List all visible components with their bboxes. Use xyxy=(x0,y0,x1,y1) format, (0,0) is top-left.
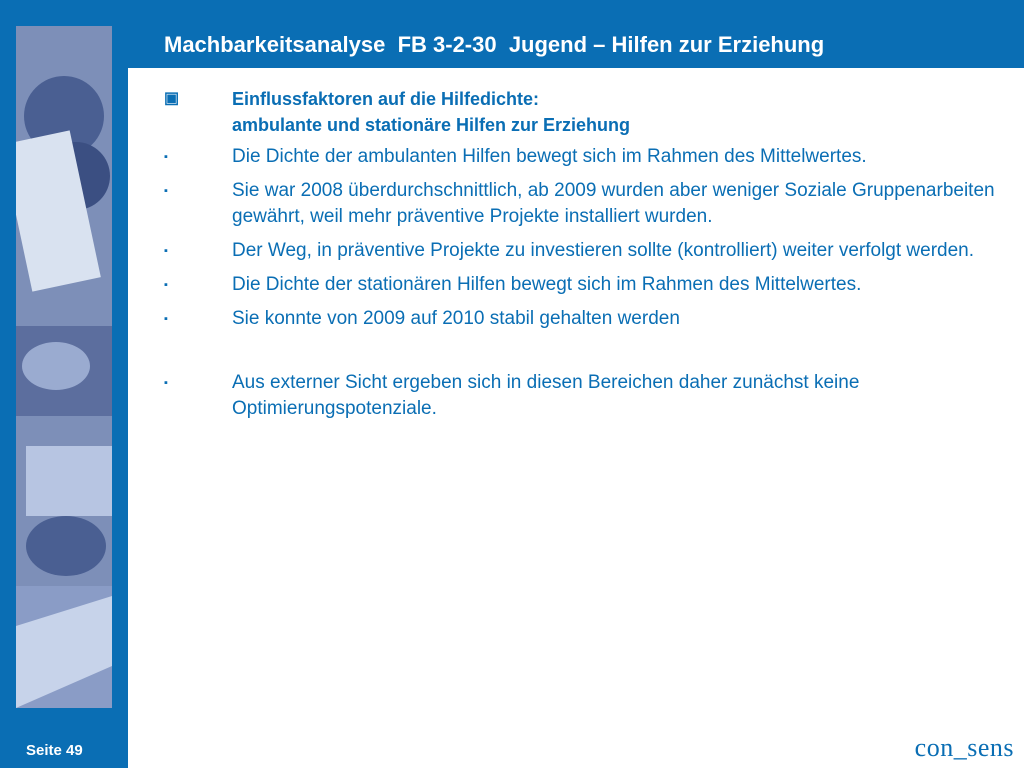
slide-content xyxy=(160,86,1010,430)
square-bullet-icon: ▪ xyxy=(164,245,168,257)
square-bullet-icon: ▪ xyxy=(164,377,168,389)
bullet-item xyxy=(160,306,1010,332)
heading-line-2: ambulante und stationäre Hilfen zur Erziehung xyxy=(232,115,631,135)
bullet-item xyxy=(160,238,1010,264)
bullet-item xyxy=(160,144,1010,170)
heading-item xyxy=(160,86,1010,138)
slide-title: Machbarkeitsanalyse FB 3-2-30 Jugend – Hilfen zur Erziehung xyxy=(164,32,825,57)
heading-line-1: Einflussfaktoren auf die Hilfedichte: xyxy=(232,89,540,109)
spacer xyxy=(160,340,1010,370)
consens-logo: con_sens xyxy=(914,733,1014,762)
bullet-text: Aus externer Sicht ergeben sich in diesen Bereichen daher zunächst keine Optimierungspotenziale. xyxy=(232,372,860,419)
decorative-collage-image xyxy=(16,26,112,708)
bullet-text: Die Dichte der stationären Hilfen bewegt sich im Rahmen des Mittelwertes. xyxy=(232,274,862,295)
bullet-text: Der Weg, in präventive Projekte zu investieren sollte (kontrolliert) weiter verfolgt werden. xyxy=(232,240,975,261)
bullet-text: Sie war 2008 überdurchschnittlich, ab 2009 wurden aber weniger Soziale Gruppenarbeiten gewährt, weil mehr präventive Projekte installiert wurden. xyxy=(232,180,995,227)
panel-right-border xyxy=(112,68,128,708)
square-bullet-icon: ▪ xyxy=(164,185,168,197)
bullet-item xyxy=(160,370,1010,422)
bullet-text: Sie konnte von 2009 auf 2010 stabil gehalten werden xyxy=(232,308,680,329)
square-bullet-icon: ▪ xyxy=(164,279,168,291)
bullet-text: Die Dichte der ambulanten Hilfen bewegt sich im Rahmen des Mittelwertes. xyxy=(232,146,867,167)
square-bullet-icon: ▪ xyxy=(164,151,168,163)
left-strip xyxy=(0,0,16,768)
page-number: Seite 49 xyxy=(26,742,83,759)
footer-bar xyxy=(0,708,128,768)
bullet-item xyxy=(160,178,1010,230)
checkbox-bullet-icon: ▣ xyxy=(164,90,180,107)
bullet-item xyxy=(160,272,1010,298)
square-bullet-icon: ▪ xyxy=(164,313,168,325)
